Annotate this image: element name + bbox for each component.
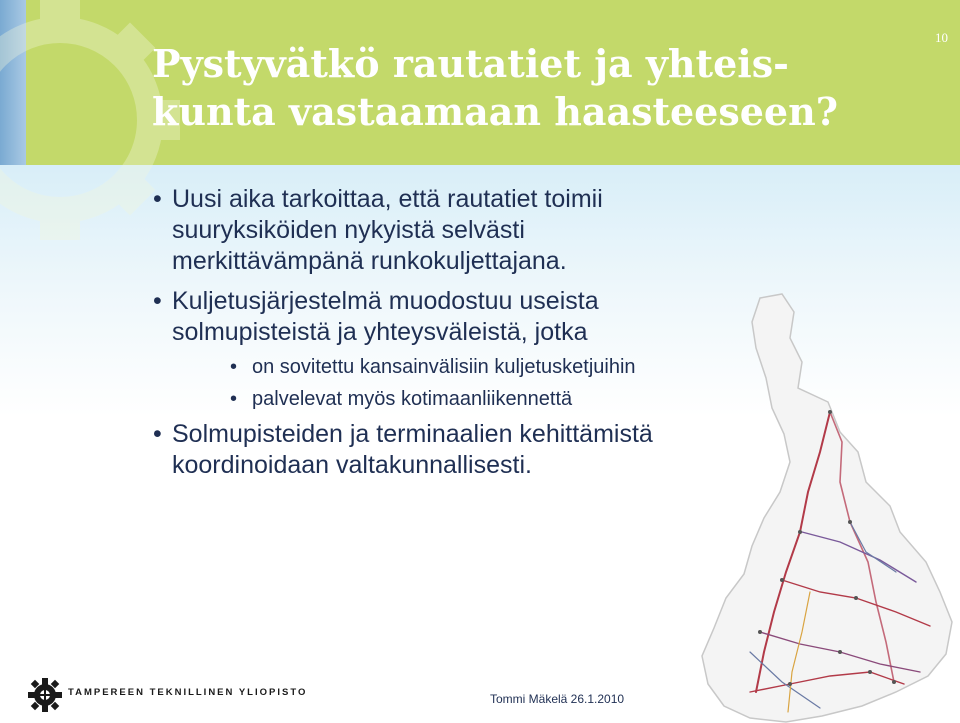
bullet-list xyxy=(150,184,710,490)
bullet-item-3: • Solmupisteiden ja terminaalien kehittämistä koordinoidaan valtakunnallisesti. xyxy=(150,419,710,481)
footer-author-date: Tommi Mäkelä 26.1.2010 xyxy=(490,692,625,706)
sub-bullet-item-1: • on sovitettu kansainvälisiin kuljetusketjuihin xyxy=(230,354,710,380)
title-line-1: Pystyvätkö rautatiet ja yhteis- xyxy=(152,41,789,86)
title-line-2: kunta vastaamaan haasteeseen? xyxy=(152,89,839,134)
bullet-item-1: • Uusi aika tarkoittaa, että rautatiet toimii suuryksiköiden nykyistä selvästi merkittävämpänä runkokuljettajana. xyxy=(150,184,710,277)
sub-bullet-item-2: • palvelevat myös kotimaanliikennettä xyxy=(230,386,710,412)
finland-railway-map-icon xyxy=(690,292,960,723)
university-name: TAMPEREEN TEKNILLINEN YLIOPISTO xyxy=(68,687,308,698)
tut-gear-logo-icon xyxy=(28,677,62,713)
bullet-item-2-text: Kuljetusjärjestelmä muodostuu useista solmupisteistä ja yhteysväleistä, jotka xyxy=(172,287,599,346)
sub-bullet-list xyxy=(172,354,710,412)
slide-title xyxy=(152,40,912,136)
bullet-item-2 xyxy=(150,286,710,412)
slide-number: 10 xyxy=(935,30,948,45)
